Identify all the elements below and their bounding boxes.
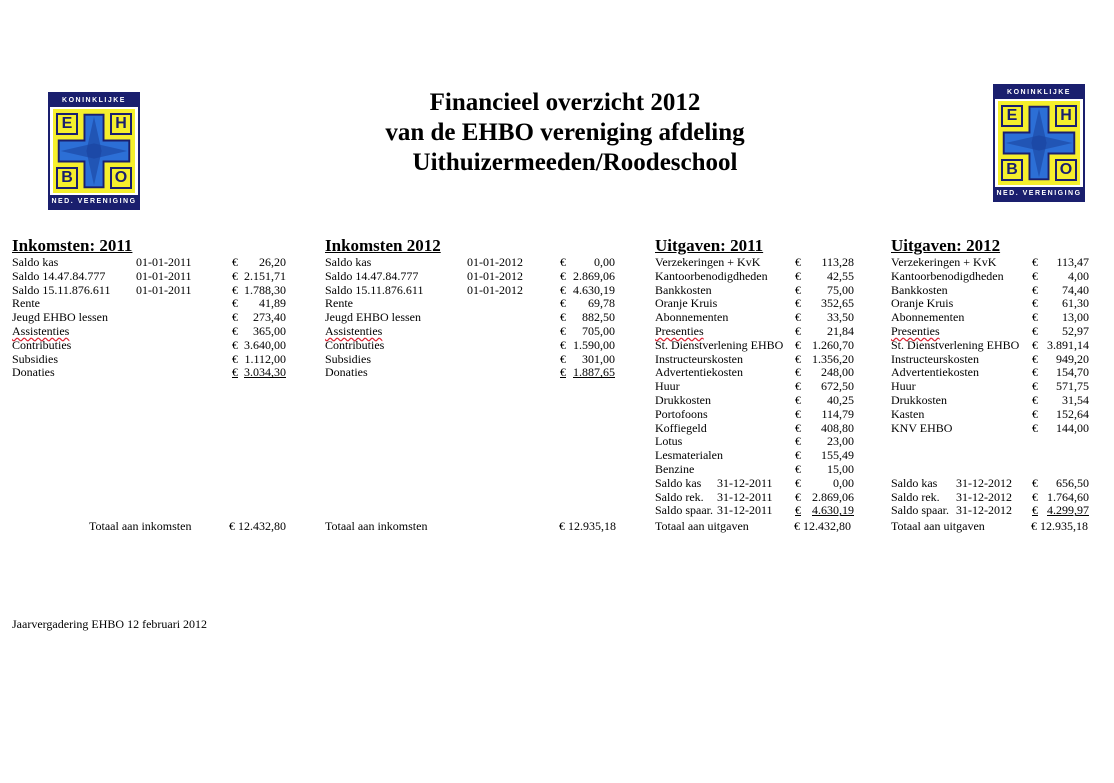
row-label: Lesmaterialen [655, 448, 723, 463]
table-row [891, 366, 1096, 380]
row-amount: 4.630,19 [573, 282, 615, 297]
row-amount: 571,75 [1056, 379, 1089, 394]
row-amount: 4,00 [1068, 268, 1089, 283]
table-row [655, 311, 860, 325]
table-row [325, 270, 620, 284]
logo-letter-o: O [110, 167, 132, 189]
title-line-1: Financieel overzicht 2012 [429, 89, 701, 116]
total-amount-inkomsten-2012: € 12.935,18 [559, 519, 616, 533]
table-row [655, 297, 860, 311]
table-row [325, 353, 620, 367]
row-currency: € [232, 296, 238, 311]
table-row [655, 366, 860, 380]
row-amount: 248,00 [821, 365, 854, 380]
section-rows [655, 256, 860, 518]
total-label-uitgaven-2011: Totaal aan uitgaven [655, 519, 749, 533]
row-amount: 672,50 [821, 379, 854, 394]
table-row [655, 408, 860, 422]
row-label: Jeugd EHBO lessen [325, 310, 421, 325]
row-amount: 365,00 [253, 323, 286, 338]
total-label-inkomsten-2012: Totaal aan inkomsten [325, 519, 428, 533]
table-row [655, 270, 860, 284]
inkomsten-2012-section [325, 236, 620, 380]
row-label: Saldo 15.11.876.611 [12, 282, 111, 297]
row-currency: € [1032, 489, 1038, 504]
total-amount-inkomsten-2011: € 12.432,80 [229, 519, 286, 533]
logo-letter-h: H [1055, 105, 1077, 127]
table-row [891, 435, 1096, 449]
row-amount: 0,00 [594, 255, 615, 269]
table-row [891, 284, 1096, 298]
table-row [891, 256, 1096, 270]
row-amount: 656,50 [1056, 475, 1089, 490]
row-amount: 4.299,97 [1047, 503, 1089, 518]
total-label-uitgaven-2012: Totaal aan uitgaven [891, 519, 985, 533]
total-amount-uitgaven-2011: € 12.432,80 [794, 519, 851, 533]
section-rows [12, 256, 292, 380]
row-date: 01-01-2012 [467, 268, 523, 283]
row-label: Assistenties [325, 323, 383, 338]
uitgaven-2012-section [891, 236, 1096, 518]
table-row [655, 353, 860, 367]
row-label: Kantoorbenodigdheden [655, 268, 768, 283]
table-row [12, 270, 292, 284]
row-currency: € [795, 268, 801, 283]
row-currency: € [232, 310, 238, 325]
row-amount: 3.034,30 [244, 365, 286, 380]
row-amount: 31,54 [1062, 392, 1089, 407]
row-amount: 21,84 [827, 323, 854, 338]
row-label: Presenties [655, 323, 704, 338]
row-date: 31-12-2012 [956, 489, 1012, 504]
row-date: 31-12-2012 [956, 475, 1012, 490]
table-row [891, 504, 1096, 518]
row-label: Donaties [325, 365, 368, 380]
section-heading: Uitgaven: 2012 [891, 236, 1001, 255]
row-label: Subsidies [325, 351, 372, 366]
table-row [12, 311, 292, 325]
table-row [12, 297, 292, 311]
row-amount: 61,30 [1062, 296, 1089, 311]
row-currency: € [795, 475, 801, 490]
row-label: Jeugd EHBO lessen [12, 310, 108, 325]
row-currency: € [795, 461, 801, 476]
row-label: Abonnementen [655, 310, 729, 325]
row-amount: 301,00 [582, 351, 615, 366]
row-amount: 408,80 [821, 420, 854, 435]
row-amount: 13,00 [1062, 310, 1089, 325]
row-label: Saldo 15.11.876.611 [325, 282, 424, 297]
row-currency: € [560, 351, 566, 366]
table-row [891, 491, 1096, 505]
row-currency: € [1032, 337, 1038, 352]
table-row [891, 297, 1096, 311]
row-label: Huur [655, 379, 680, 394]
table-row [12, 325, 292, 339]
row-amount: 113,47 [1056, 255, 1089, 269]
table-row [655, 435, 860, 449]
row-label: Advertentiekosten [655, 365, 743, 380]
row-date: 01-01-2012 [467, 282, 523, 297]
row-currency: € [1032, 310, 1038, 325]
table-row [655, 449, 860, 463]
row-amount: 144,00 [1056, 420, 1089, 435]
row-label: Drukkosten [891, 392, 947, 407]
table-row [12, 284, 292, 298]
row-amount: 1.788,30 [244, 282, 286, 297]
table-row [325, 311, 620, 325]
row-label: Saldo 14.47.84.777 [12, 268, 106, 283]
table-row [891, 408, 1096, 422]
row-currency: € [1032, 323, 1038, 338]
row-amount: 74,40 [1062, 282, 1089, 297]
row-amount: 1.590,00 [573, 337, 615, 352]
table-row [655, 284, 860, 298]
title-line-2: van de EHBO vereniging afdeling [385, 119, 745, 146]
row-currency: € [232, 323, 238, 338]
logo-letter-e: E [56, 113, 78, 135]
table-row [655, 256, 860, 270]
row-amount: 1.887,65 [573, 365, 615, 380]
row-amount: 1.112,00 [244, 351, 286, 366]
row-label: Kantoorbenodigdheden [891, 268, 1004, 283]
row-amount: 75,00 [827, 282, 854, 297]
logo-bottom-band: NED. VERENIGING [995, 187, 1083, 200]
total-label-inkomsten-2011: Totaal aan inkomsten [89, 519, 192, 533]
row-date: 01-01-2011 [136, 268, 192, 283]
row-amount: 3.640,00 [244, 337, 286, 352]
row-currency: € [560, 282, 566, 297]
row-amount: 273,40 [253, 310, 286, 325]
row-date: 01-01-2011 [136, 255, 192, 269]
table-row [325, 297, 620, 311]
table-row [655, 394, 860, 408]
row-label: St. Dienstverlening EHBO [655, 337, 784, 352]
table-row [655, 504, 860, 518]
row-label: Presenties [891, 323, 940, 338]
row-label: Assistenties [12, 323, 70, 338]
row-currency: € [795, 255, 801, 269]
row-currency: € [795, 323, 801, 338]
table-row [891, 311, 1096, 325]
row-label: Portofoons [655, 406, 708, 421]
row-date: 31-12-2011 [717, 475, 773, 490]
row-amount: 949,20 [1056, 351, 1089, 366]
row-label: Huur [891, 379, 916, 394]
title-line-3: Uithuizermeeden/Roodeschool [412, 149, 738, 176]
row-amount: 33,50 [827, 310, 854, 325]
row-label: Subsidies [12, 351, 59, 366]
row-label: Oranje Kruis [891, 296, 954, 311]
table-row [655, 339, 860, 353]
row-label: Advertentiekosten [891, 365, 979, 380]
row-currency: € [1032, 351, 1038, 366]
row-currency: € [795, 434, 801, 449]
row-label: St. Dienstverlening EHBO [891, 337, 1020, 352]
row-currency: € [1032, 379, 1038, 394]
row-currency: € [232, 365, 238, 380]
row-currency: € [795, 379, 801, 394]
row-label: Saldo spaar. [655, 503, 713, 518]
row-label: Rente [325, 296, 353, 311]
row-label: Koffiegeld [655, 420, 707, 435]
table-row [891, 422, 1096, 436]
table-row [891, 380, 1096, 394]
row-currency: € [1032, 365, 1038, 380]
row-amount: 40,25 [827, 392, 854, 407]
row-amount: 705,00 [582, 323, 615, 338]
row-date: 31-12-2011 [717, 489, 773, 504]
table-row [12, 256, 292, 270]
row-currency: € [1032, 475, 1038, 490]
row-currency: € [795, 406, 801, 421]
row-label: Rente [12, 296, 40, 311]
ehbo-logo-right [993, 84, 1085, 202]
logo-field [53, 109, 135, 193]
row-label: Saldo rek. [891, 489, 940, 504]
footer-note: Jaarvergadering EHBO 12 februari 2012 [12, 617, 208, 631]
row-amount: 2.869,06 [812, 489, 854, 504]
table-row [325, 366, 620, 380]
row-currency: € [1032, 296, 1038, 311]
row-label: Saldo spaar. [891, 503, 949, 518]
row-currency: € [1032, 503, 1038, 518]
row-currency: € [560, 255, 566, 269]
row-currency: € [232, 268, 238, 283]
row-date: 31-12-2011 [717, 503, 773, 518]
row-label: Saldo kas [655, 475, 702, 490]
row-amount: 154,70 [1056, 365, 1089, 380]
row-label: Donaties [12, 365, 55, 380]
row-amount: 26,20 [259, 255, 286, 269]
logo-letter-o: O [1055, 159, 1077, 181]
row-currency: € [795, 296, 801, 311]
table-row [891, 325, 1096, 339]
row-amount: 1.260,70 [812, 337, 854, 352]
row-currency: € [795, 337, 801, 352]
row-label: Saldo rek. [655, 489, 704, 504]
row-label: Saldo 14.47.84.777 [325, 268, 419, 283]
row-currency: € [560, 296, 566, 311]
row-currency: € [560, 323, 566, 338]
uitgaven-2011-section [655, 236, 860, 518]
table-row [325, 339, 620, 353]
row-amount: 155,49 [821, 448, 854, 463]
row-label: Instructeurskosten [891, 351, 979, 366]
row-currency: € [232, 337, 238, 352]
section-rows [325, 256, 620, 380]
table-row [891, 353, 1096, 367]
row-amount: 113,28 [821, 255, 854, 269]
table-row [655, 380, 860, 394]
row-label: Benzine [655, 461, 695, 476]
row-amount: 23,00 [827, 434, 854, 449]
row-currency: € [795, 310, 801, 325]
row-currency: € [1032, 406, 1038, 421]
table-row [325, 325, 620, 339]
row-currency: € [795, 489, 801, 504]
row-label: Kasten [891, 406, 925, 421]
table-row [891, 394, 1096, 408]
row-amount: 41,89 [259, 296, 286, 311]
row-label: Contributies [12, 337, 72, 352]
row-amount: 42,55 [827, 268, 854, 283]
table-row [891, 463, 1096, 477]
row-amount: 2.151,71 [244, 268, 286, 283]
logo-field [998, 101, 1080, 185]
row-currency: € [795, 392, 801, 407]
row-amount: 15,00 [827, 461, 854, 476]
logo-letter-b: B [1001, 159, 1023, 181]
row-amount: 69,78 [588, 296, 615, 311]
total-amount-uitgaven-2012: € 12.935,18 [1031, 519, 1088, 533]
table-row [891, 449, 1096, 463]
row-currency: € [1032, 255, 1038, 269]
ehbo-logo-left [48, 92, 140, 210]
row-label: Verzekeringen + KvK [655, 255, 761, 269]
table-row [12, 339, 292, 353]
row-amount: 882,50 [582, 310, 615, 325]
logo-letter-h: H [110, 113, 132, 135]
inkomsten-2011-section [12, 236, 292, 380]
logo-bottom-band: NED. VERENIGING [50, 195, 138, 208]
row-currency: € [232, 255, 238, 269]
row-amount: 352,65 [821, 296, 854, 311]
row-amount: 2.869,06 [573, 268, 615, 283]
section-rows [891, 256, 1096, 518]
row-currency: € [560, 310, 566, 325]
row-currency: € [795, 448, 801, 463]
section-heading: Inkomsten 2012 [325, 236, 441, 255]
row-label: Bankkosten [655, 282, 712, 297]
row-currency: € [795, 282, 801, 297]
row-currency: € [232, 351, 238, 366]
row-currency: € [560, 268, 566, 283]
row-label: Saldo kas [12, 255, 59, 269]
row-label: Drukkosten [655, 392, 711, 407]
table-row [655, 463, 860, 477]
table-row [325, 256, 620, 270]
row-label: Abonnementen [891, 310, 965, 325]
page-title [300, 88, 830, 178]
row-amount: 4.630,19 [812, 503, 854, 518]
row-amount: 114,79 [821, 406, 854, 421]
row-date: 01-01-2011 [136, 282, 192, 297]
section-heading: Uitgaven: 2011 [655, 236, 764, 255]
table-row [12, 366, 292, 380]
logo-top-band: KONINKLIJKE [50, 94, 138, 107]
row-currency: € [795, 420, 801, 435]
table-row [891, 477, 1096, 491]
logo-letter-e: E [1001, 105, 1023, 127]
table-row [325, 284, 620, 298]
row-amount: 0,00 [833, 475, 854, 490]
row-label: Instructeurskosten [655, 351, 743, 366]
row-label: Contributies [325, 337, 385, 352]
row-currency: € [232, 282, 238, 297]
table-row [655, 422, 860, 436]
table-row [12, 353, 292, 367]
row-currency: € [795, 365, 801, 380]
row-label: KNV EHBO [891, 420, 953, 435]
row-label: Bankkosten [891, 282, 948, 297]
row-currency: € [1032, 420, 1038, 435]
row-currency: € [560, 365, 566, 380]
table-row [891, 270, 1096, 284]
row-currency: € [795, 503, 801, 518]
row-label: Saldo kas [891, 475, 938, 490]
row-date: 31-12-2012 [956, 503, 1012, 518]
row-currency: € [560, 337, 566, 352]
logo-top-band: KONINKLIJKE [995, 86, 1083, 99]
row-amount: 3.891,14 [1047, 337, 1089, 352]
row-currency: € [1032, 282, 1038, 297]
row-date: 01-01-2012 [467, 255, 523, 269]
row-label: Saldo kas [325, 255, 372, 269]
row-label: Verzekeringen + KvK [891, 255, 997, 269]
row-currency: € [1032, 268, 1038, 283]
row-amount: 52,97 [1062, 323, 1089, 338]
row-currency: € [1032, 392, 1038, 407]
section-heading: Inkomsten: 2011 [12, 236, 133, 255]
table-row [891, 339, 1096, 353]
table-row [655, 491, 860, 505]
logo-letter-b: B [56, 167, 78, 189]
row-amount: 1.764,60 [1047, 489, 1089, 504]
table-row [655, 325, 860, 339]
row-amount: 1.356,20 [812, 351, 854, 366]
table-row [655, 477, 860, 491]
row-currency: € [795, 351, 801, 366]
row-label: Oranje Kruis [655, 296, 718, 311]
row-label: Lotus [655, 434, 683, 449]
row-amount: 152,64 [1056, 406, 1089, 421]
